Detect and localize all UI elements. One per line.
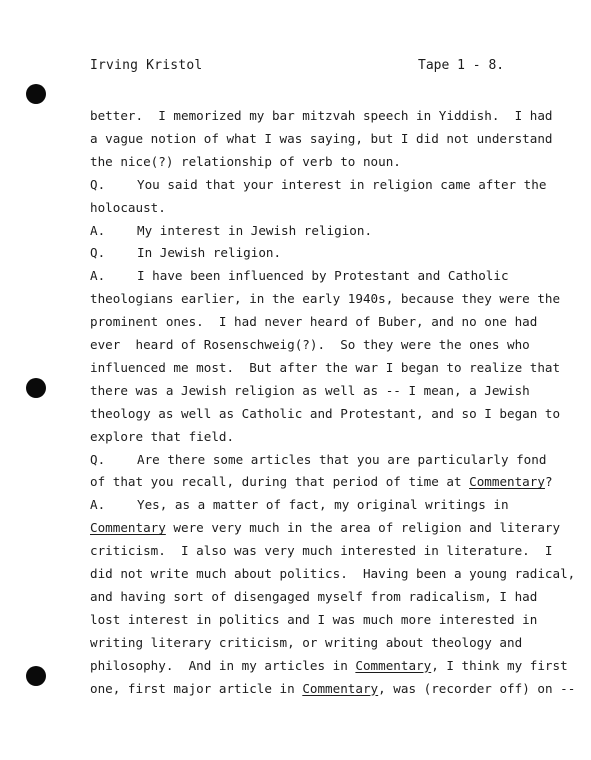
transcript-line xyxy=(90,131,553,147)
line-text: I have been influenced by Protestant and Catholic xyxy=(137,268,509,284)
line-text: one, first major article in xyxy=(90,680,303,696)
speaker-label: Q. xyxy=(90,245,106,261)
publication-title: Commentary xyxy=(302,680,379,696)
line-text: Are there some articles that you are particularly fond xyxy=(137,451,547,467)
transcript-line xyxy=(90,566,575,582)
line-text: were very much in the area of religion and literary xyxy=(165,520,561,536)
line-text: ever heard of Rosenschweig(?). So they were the ones who xyxy=(90,337,530,352)
line-text: of that you recall, during that period of time at xyxy=(90,474,470,490)
line-text: In Jewish religion. xyxy=(137,245,282,261)
transcript-line xyxy=(90,108,553,124)
transcript-line xyxy=(90,291,560,307)
transcript-line xyxy=(90,268,509,284)
line-text: prominent ones. I had never heard of Buber, and no one had xyxy=(90,314,538,330)
speaker-label: Q. xyxy=(90,451,106,467)
line-text: criticism. I also was very much interested in literature. I xyxy=(90,543,553,559)
line-text: the nice(?) relationship of verb to noun. xyxy=(90,153,401,169)
line-text: a vague notion of what I was saying, but I did not understand xyxy=(90,130,553,146)
transcript-line xyxy=(90,154,401,170)
transcript-line xyxy=(90,543,553,559)
line-text: My interest in Jewish religion. xyxy=(137,222,373,238)
line-text: Yes, as a matter of fact, my original writings in xyxy=(137,497,509,513)
transcript-line xyxy=(90,658,568,674)
header-interviewee-name: Irving Kristol xyxy=(90,58,203,73)
transcript-line xyxy=(90,474,553,490)
transcript-line xyxy=(90,200,166,216)
transcript-line xyxy=(90,223,372,239)
transcript-line xyxy=(90,177,546,193)
line-text: better. I memorized my bar mitzvah speech in Yiddish. I had xyxy=(90,108,553,123)
transcript-line xyxy=(90,383,530,399)
line-text: You said that your interest in religion came after the xyxy=(137,176,547,192)
transcript-line xyxy=(90,452,546,468)
punch-hole-top xyxy=(26,84,46,104)
speaker-label: A. xyxy=(90,268,106,284)
line-text: philosophy. And in my articles in xyxy=(90,657,356,673)
transcript-line xyxy=(90,406,560,422)
transcript-line xyxy=(90,612,537,628)
transcript-line xyxy=(90,520,560,536)
speaker-label: A. xyxy=(90,497,106,513)
line-text: influenced me most. But after the war I began to realize that xyxy=(90,359,561,375)
line-text: there was a Jewish religion as well as -- I mean, a Jewish xyxy=(90,382,530,398)
line-text: , was (recorder off) on -- xyxy=(378,680,576,696)
punch-hole-middle xyxy=(26,378,46,398)
transcript-line xyxy=(90,360,560,376)
punch-hole-bottom xyxy=(26,666,46,686)
line-text: writing literary criticism, or writing about theology and xyxy=(90,634,523,650)
publication-title: Commentary xyxy=(355,657,432,673)
line-text: , I think my first xyxy=(431,657,568,673)
line-text: ? xyxy=(544,474,553,490)
speaker-label: A. xyxy=(90,222,106,238)
publication-title: Commentary xyxy=(90,520,166,536)
line-text: explore that field. xyxy=(90,428,235,444)
line-text: theologians earlier, in the early 1940s, because they were the xyxy=(90,291,561,307)
transcript-line xyxy=(90,497,509,513)
line-text: theology as well as Catholic and Protestant, and so I began to xyxy=(90,405,561,421)
transcript-line xyxy=(90,635,522,651)
speaker-label: Q. xyxy=(90,176,106,192)
transcript-line xyxy=(90,245,281,261)
transcript-line xyxy=(90,429,234,445)
line-text: and having sort of disengaged myself from radicalism, I had xyxy=(90,588,538,604)
transcript-line xyxy=(90,314,537,330)
transcript-line xyxy=(90,337,530,353)
header-tape-page: Tape 1 - 8. xyxy=(418,58,505,73)
publication-title: Commentary xyxy=(469,474,545,490)
transcript-line xyxy=(90,589,537,605)
line-text: holocaust. xyxy=(90,199,166,215)
line-text: lost interest in politics and I was much more interested in xyxy=(90,611,538,627)
line-text: did not write much about politics. Having been a young radical, xyxy=(90,566,576,581)
transcript-line xyxy=(90,681,575,697)
